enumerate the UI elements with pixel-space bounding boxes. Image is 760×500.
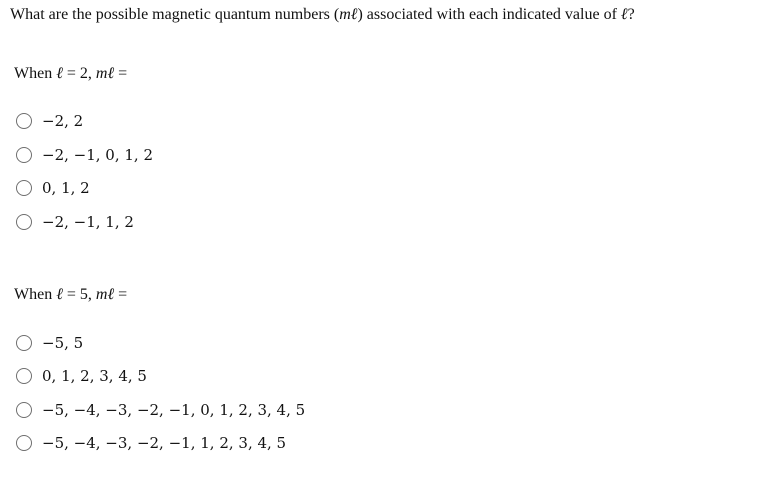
- prompt-prefix: When: [14, 65, 57, 82]
- prompt-suffix: =: [114, 65, 128, 82]
- option-label: 0, 1, 2, 3, 4, 5: [42, 367, 147, 385]
- radio-button[interactable]: [16, 435, 32, 451]
- option-l5-a[interactable]: [16, 332, 83, 354]
- l-value: = 5,: [62, 286, 96, 303]
- option-label: −2, 2: [42, 112, 84, 130]
- prompt-prefix: When: [14, 286, 57, 303]
- option-label: −2, −1, 0, 1, 2: [42, 146, 153, 164]
- option-label: −5, −4, −3, −2, −1, 1, 2, 3, 4, 5: [42, 434, 287, 452]
- question-part-1: What are the possible magnetic quantum numbers (: [10, 6, 340, 23]
- radio-button[interactable]: [16, 180, 32, 196]
- option-l5-c[interactable]: [16, 399, 305, 421]
- question-text: [10, 5, 635, 25]
- prompt-suffix: =: [114, 286, 128, 303]
- ml-symbol: mℓ: [339, 6, 358, 23]
- radio-button[interactable]: [16, 214, 32, 230]
- ml-symbol: mℓ: [95, 286, 115, 303]
- l-symbol: ℓ: [56, 65, 63, 82]
- prompt-l-5: [14, 285, 127, 305]
- ml-symbol: mℓ: [95, 65, 115, 82]
- option-l5-d[interactable]: [16, 432, 286, 454]
- radio-button[interactable]: [16, 147, 32, 163]
- radio-button[interactable]: [16, 335, 32, 351]
- option-label: −5, 5: [42, 334, 84, 352]
- l-symbol: ℓ: [620, 6, 628, 23]
- option-l5-b[interactable]: [16, 365, 147, 387]
- option-l2-a[interactable]: [16, 110, 83, 132]
- prompt-l-2: [14, 64, 127, 84]
- radio-button[interactable]: [16, 402, 32, 418]
- l-symbol: ℓ: [56, 286, 63, 303]
- option-l2-b[interactable]: [16, 144, 153, 166]
- option-label: −5, −4, −3, −2, −1, 0, 1, 2, 3, 4, 5: [42, 401, 306, 419]
- radio-button[interactable]: [16, 113, 32, 129]
- question-part-2: ) associated with each indicated value of: [357, 6, 621, 23]
- question-part-3: ?: [627, 6, 635, 23]
- l-value: = 2,: [62, 65, 96, 82]
- option-l2-d[interactable]: [16, 211, 134, 233]
- radio-button[interactable]: [16, 368, 32, 384]
- option-label: 0, 1, 2: [42, 179, 90, 197]
- option-label: −2, −1, 1, 2: [42, 213, 134, 231]
- option-l2-c[interactable]: [16, 177, 90, 199]
